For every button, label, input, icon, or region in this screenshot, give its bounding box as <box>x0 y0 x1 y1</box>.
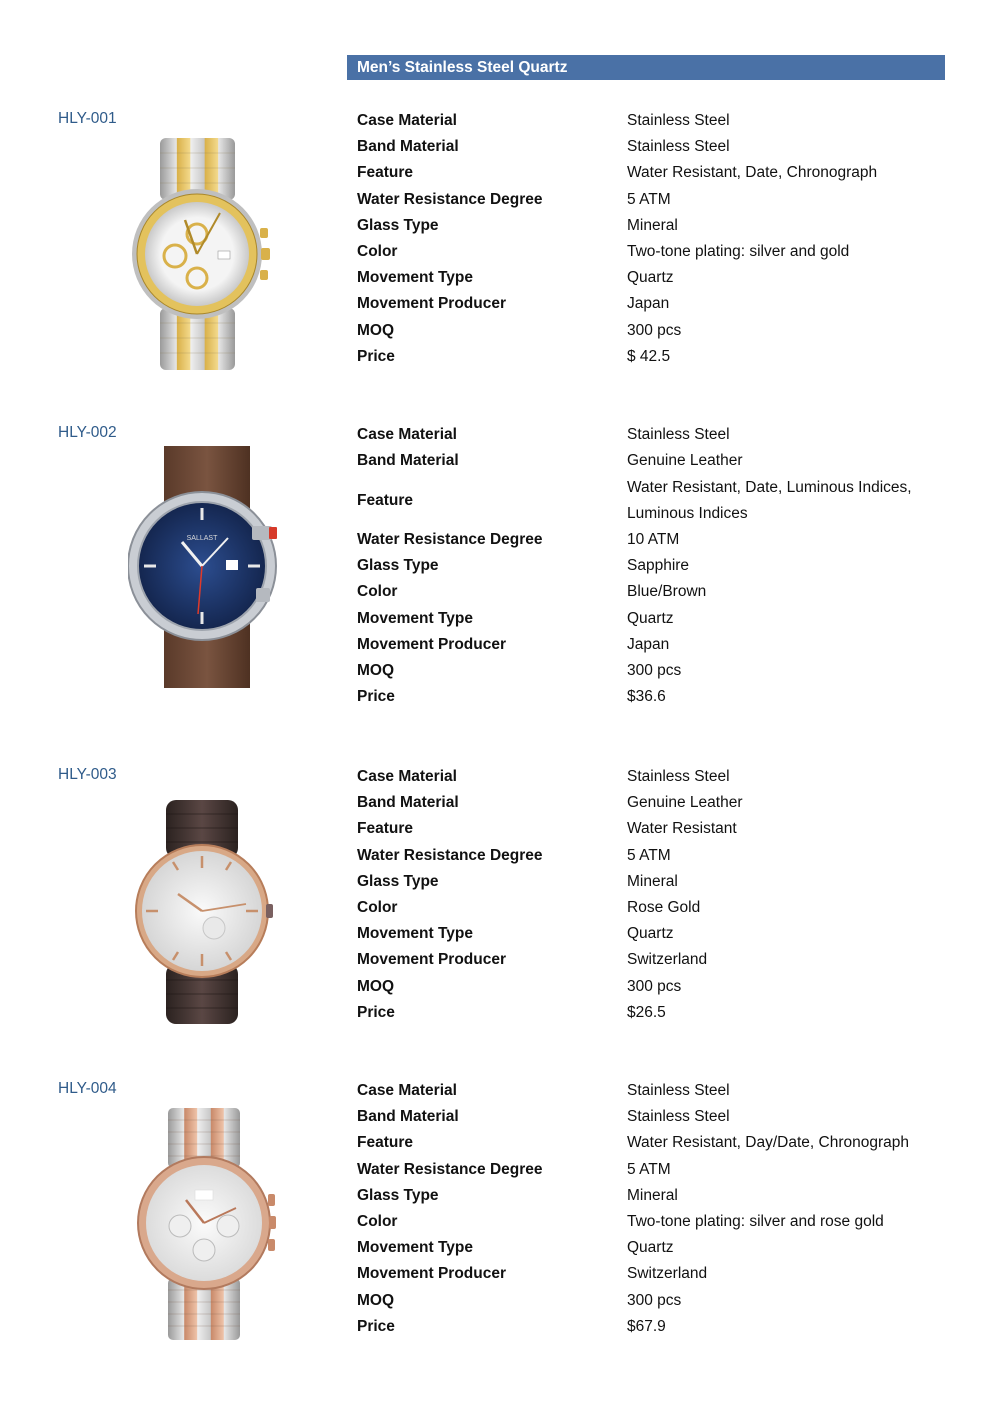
spec-row <box>357 1078 957 1104</box>
spec-row <box>357 160 957 186</box>
spec-row <box>357 1104 957 1130</box>
spec-value: Switzerland <box>627 1265 708 1283</box>
spec-label: Color <box>357 1213 398 1231</box>
product-code: HLY-004 <box>58 1080 117 1097</box>
spec-row <box>357 1288 957 1314</box>
spec-value: Quartz <box>627 269 674 287</box>
spec-table <box>357 764 957 1026</box>
spec-label: Case Material <box>357 768 457 786</box>
spec-row <box>357 605 957 631</box>
spec-table <box>357 422 957 710</box>
spec-row <box>357 1183 957 1209</box>
product-code: HLY-002 <box>58 424 117 441</box>
spec-label: Movement Producer <box>357 635 507 653</box>
spec-value: Rose Gold <box>627 899 701 917</box>
spec-value: Stainless Steel <box>627 426 730 444</box>
spec-label: Glass Type <box>357 872 439 890</box>
spec-label: Movement Producer <box>357 1265 507 1283</box>
spec-row <box>357 947 957 973</box>
spec-label: MOQ <box>357 1291 395 1309</box>
spec-value: $26.5 <box>627 1003 666 1021</box>
spec-value: Stainless Steel <box>627 1108 730 1126</box>
spec-label: Movement Type <box>357 1239 473 1257</box>
spec-label: MOQ <box>357 977 395 995</box>
spec-row <box>357 1314 957 1340</box>
spec-label: Case Material <box>357 426 457 444</box>
spec-label: Movement Type <box>357 925 473 943</box>
spec-value: Sapphire <box>627 557 690 575</box>
spec-label: Movement Producer <box>357 295 507 313</box>
spec-row <box>357 579 957 605</box>
spec-value: Two-tone plating: silver and rose gold <box>627 1213 884 1231</box>
spec-value: Water Resistant, Date, Luminous Indices, Luminous Indices <box>627 478 912 522</box>
spec-label: Glass Type <box>357 557 439 575</box>
spec-value: Water Resistant, Date, Chronograph <box>627 164 878 182</box>
spec-value: Water Resistant, Day/Date, Chronograph <box>627 1134 909 1152</box>
spec-label: MOQ <box>357 661 395 679</box>
spec-value: Stainless Steel <box>627 112 730 130</box>
spec-value: Quartz <box>627 925 674 943</box>
spec-value: 300 pcs <box>627 1291 682 1309</box>
product-code: HLY-001 <box>58 110 117 127</box>
spec-label: Price <box>357 1317 395 1335</box>
spec-label: Movement Type <box>357 269 473 287</box>
watch-image-hly-003 <box>132 800 274 1024</box>
spec-value: Japan <box>627 295 670 313</box>
spec-row <box>357 895 957 921</box>
spec-row <box>357 816 957 842</box>
spec-row <box>357 527 957 553</box>
spec-row <box>357 869 957 895</box>
spec-label: Case Material <box>357 1082 457 1100</box>
spec-row <box>357 843 957 869</box>
spec-row <box>357 1157 957 1183</box>
spec-label: Price <box>357 1003 395 1021</box>
spec-row <box>357 764 957 790</box>
spec-row <box>357 265 957 291</box>
spec-value: 5 ATM <box>627 1160 671 1178</box>
spec-row <box>357 108 957 134</box>
spec-label: Band Material <box>357 794 459 812</box>
spec-label: Glass Type <box>357 1186 439 1204</box>
spec-row <box>357 632 957 658</box>
spec-value: Two-tone plating: silver and gold <box>627 243 850 261</box>
spec-label: Band Material <box>357 1108 459 1126</box>
spec-row <box>357 318 957 344</box>
spec-label: Movement Type <box>357 609 473 627</box>
spec-value: Mineral <box>627 1186 678 1204</box>
spec-value: Stainless Steel <box>627 138 730 156</box>
spec-label: Band Material <box>357 452 459 470</box>
spec-table <box>357 108 957 370</box>
spec-value: Genuine Leather <box>627 794 743 812</box>
spec-value: Quartz <box>627 609 674 627</box>
spec-value: Mineral <box>627 216 678 234</box>
spec-label: Band Material <box>357 138 459 156</box>
spec-row <box>357 1000 957 1026</box>
spec-row <box>357 921 957 947</box>
spec-label: Color <box>357 899 398 917</box>
spec-label: Color <box>357 243 398 261</box>
spec-value: 10 ATM <box>627 530 680 548</box>
spec-label: Glass Type <box>357 216 439 234</box>
spec-value: Quartz <box>627 1239 674 1257</box>
spec-row <box>357 790 957 816</box>
spec-label: Feature <box>357 1134 413 1152</box>
spec-row <box>357 344 957 370</box>
spec-value: Genuine Leather <box>627 452 743 470</box>
spec-value: Mineral <box>627 872 678 890</box>
catalog-header-banner <box>347 55 945 80</box>
spec-value: Blue/Brown <box>627 583 707 601</box>
spec-row <box>357 1235 957 1261</box>
spec-row <box>357 474 957 527</box>
spec-label: Feature <box>357 820 413 838</box>
spec-label: Feature <box>357 491 413 509</box>
spec-label: Color <box>357 583 398 601</box>
spec-row <box>357 1261 957 1287</box>
spec-row <box>357 291 957 317</box>
watch-brand-text: SALLAST <box>186 535 218 542</box>
spec-value: Water Resistant <box>627 820 737 838</box>
spec-row <box>357 448 957 474</box>
spec-row <box>357 422 957 448</box>
catalog-title: Men’s Stainless Steel Quartz <box>357 59 568 76</box>
spec-value: 300 pcs <box>627 661 682 679</box>
watch-image-hly-002 <box>128 446 280 688</box>
spec-label: Case Material <box>357 112 457 130</box>
spec-row <box>357 239 957 265</box>
spec-value: 300 pcs <box>627 977 682 995</box>
spec-value: Stainless Steel <box>627 1082 730 1100</box>
spec-row <box>357 553 957 579</box>
spec-label: Water Resistance Degree <box>357 1160 543 1178</box>
spec-label: MOQ <box>357 321 395 339</box>
spec-value: 5 ATM <box>627 190 671 208</box>
spec-label: Water Resistance Degree <box>357 190 543 208</box>
spec-label: Water Resistance Degree <box>357 530 543 548</box>
spec-value: Stainless Steel <box>627 768 730 786</box>
spec-row <box>357 684 957 710</box>
spec-label: Price <box>357 688 395 706</box>
watch-image-hly-001 <box>125 138 270 370</box>
product-code: HLY-003 <box>58 766 117 783</box>
spec-row <box>357 974 957 1000</box>
spec-label: Feature <box>357 164 413 182</box>
spec-row <box>357 134 957 160</box>
spec-row <box>357 1209 957 1235</box>
spec-value: $ 42.5 <box>627 347 671 365</box>
spec-value: Switzerland <box>627 951 708 969</box>
spec-label: Price <box>357 347 395 365</box>
spec-value: 300 pcs <box>627 321 682 339</box>
spec-table <box>357 1078 957 1340</box>
spec-row <box>357 1130 957 1156</box>
spec-label: Movement Producer <box>357 951 507 969</box>
spec-value: Japan <box>627 635 670 653</box>
spec-row <box>357 658 957 684</box>
spec-value: 5 ATM <box>627 846 671 864</box>
spec-row <box>357 187 957 213</box>
spec-label: Water Resistance Degree <box>357 846 543 864</box>
watch-image-hly-004 <box>134 1108 276 1340</box>
spec-value: $67.9 <box>627 1317 666 1335</box>
spec-row <box>357 213 957 239</box>
spec-value: $36.6 <box>627 688 666 706</box>
